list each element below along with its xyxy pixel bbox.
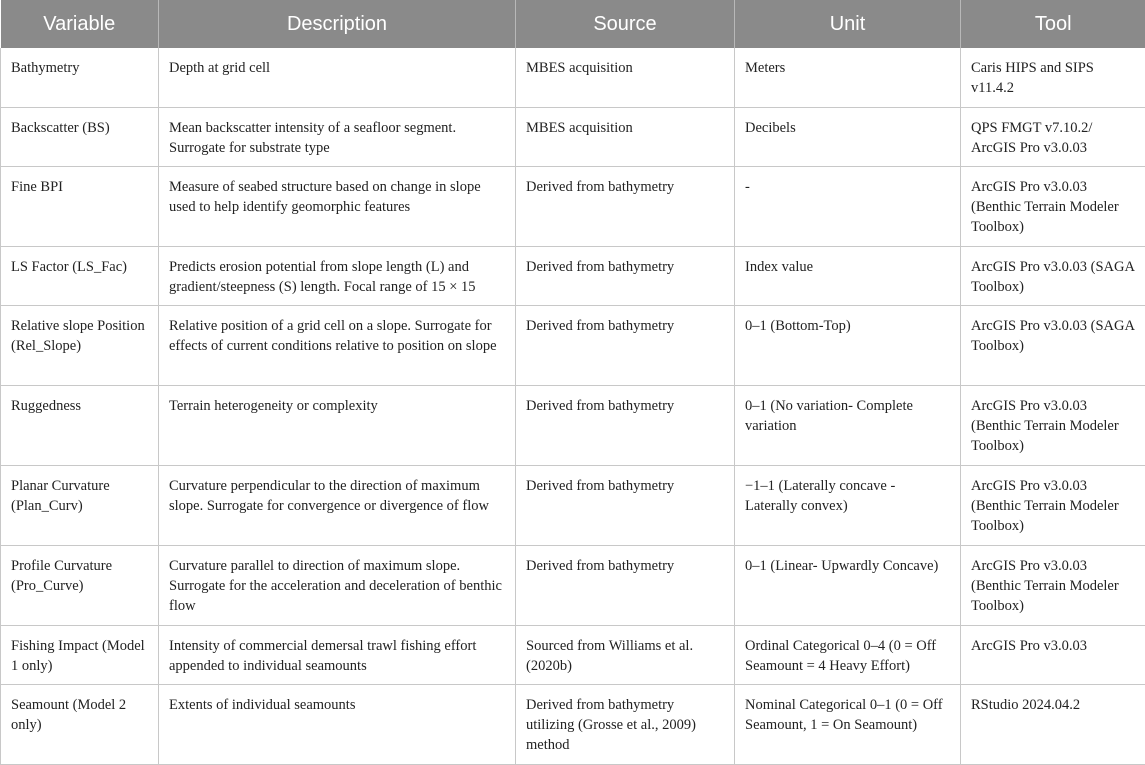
cell-unit: Nominal Categorical 0–1 (0 = Off Seamount, 1 = On Seamount) (735, 684, 961, 764)
cell-variable: Fishing Impact (Model 1 only) (1, 625, 159, 684)
cell-unit: Index value (735, 246, 961, 305)
cell-source: Derived from bathymetry (516, 385, 735, 465)
cell-tool: ArcGIS Pro v3.0.03 (Benthic Terrain Modeler Toolbox) (961, 385, 1145, 465)
table-row (1, 465, 1145, 545)
cell-description: Measure of seabed structure based on change in slope used to help identify geomorphic features (159, 166, 516, 246)
table-row (1, 107, 1145, 166)
cell-unit: Ordinal Categorical 0–4 (0 = Off Seamount = 4 Heavy Effort) (735, 625, 961, 684)
cell-source: Sourced from Williams et al. (2020b) (516, 625, 735, 684)
cell-description: Mean backscatter intensity of a seafloor segment. Surrogate for substrate type (159, 107, 516, 166)
cell-source: MBES acquisition (516, 107, 735, 166)
cell-tool: ArcGIS Pro v3.0.03 (Benthic Terrain Modeler Toolbox) (961, 465, 1145, 545)
table-row (1, 48, 1145, 107)
table-row (1, 625, 1145, 684)
table-row (1, 684, 1145, 764)
cell-source: Derived from bathymetry (516, 545, 735, 625)
cell-unit: −1–1 (Laterally concave - Laterally convex) (735, 465, 961, 545)
cell-description: Relative position of a grid cell on a slope. Surrogate for effects of current conditions relative to position on slope (159, 305, 516, 385)
header-tool: Tool (961, 0, 1145, 48)
cell-description: Curvature parallel to direction of maximum slope. Surrogate for the acceleration and deceleration of benthic flow (159, 545, 516, 625)
cell-description: Intensity of commercial demersal trawl fishing effort appended to individual seamounts (159, 625, 516, 684)
cell-variable: LS Factor (LS_Fac) (1, 246, 159, 305)
cell-tool: RStudio 2024.04.2 (961, 684, 1145, 764)
cell-source: Derived from bathymetry (516, 246, 735, 305)
cell-tool: Caris HIPS and SIPS v11.4.2 (961, 48, 1145, 107)
cell-tool: ArcGIS Pro v3.0.03 (SAGA Toolbox) (961, 246, 1145, 305)
cell-description: Depth at grid cell (159, 48, 516, 107)
cell-tool: ArcGIS Pro v3.0.03 (Benthic Terrain Modeler Toolbox) (961, 166, 1145, 246)
cell-unit: 0–1 (Bottom-Top) (735, 305, 961, 385)
header-description: Description (159, 0, 516, 48)
cell-unit: Meters (735, 48, 961, 107)
cell-variable: Seamount (Model 2 only) (1, 684, 159, 764)
cell-unit: Decibels (735, 107, 961, 166)
cell-tool: ArcGIS Pro v3.0.03 (Benthic Terrain Modeler Toolbox) (961, 545, 1145, 625)
cell-variable: Backscatter (BS) (1, 107, 159, 166)
cell-tool: QPS FMGT v7.10.2/ ArcGIS Pro v3.0.03 (961, 107, 1145, 166)
cell-source: Derived from bathymetry (516, 166, 735, 246)
cell-variable: Fine BPI (1, 166, 159, 246)
cell-variable: Relative slope Position (Rel_Slope) (1, 305, 159, 385)
table-row (1, 246, 1145, 305)
cell-variable: Profile Curvature (Pro_Curve) (1, 545, 159, 625)
cell-unit: 0–1 (Linear- Upwardly Concave) (735, 545, 961, 625)
cell-description: Terrain heterogeneity or complexity (159, 385, 516, 465)
cell-unit: - (735, 166, 961, 246)
header-unit: Unit (735, 0, 961, 48)
cell-description: Curvature perpendicular to the direction of maximum slope. Surrogate for convergence or divergence of flow (159, 465, 516, 545)
cell-tool: ArcGIS Pro v3.0.03 (SAGA Toolbox) (961, 305, 1145, 385)
cell-unit: 0–1 (No variation- Complete variation (735, 385, 961, 465)
cell-source: Derived from bathymetry utilizing (Grosse et al., 2009) method (516, 684, 735, 764)
cell-variable: Bathymetry (1, 48, 159, 107)
cell-description: Extents of individual seamounts (159, 684, 516, 764)
table-row (1, 166, 1145, 246)
cell-description: Predicts erosion potential from slope length (L) and gradient/steepness (S) length. Focal range of 15 × 15 (159, 246, 516, 305)
cell-variable: Planar Curvature (Plan_Curv) (1, 465, 159, 545)
header-source: Source (516, 0, 735, 48)
cell-variable: Ruggedness (1, 385, 159, 465)
table-row (1, 545, 1145, 625)
cell-source: Derived from bathymetry (516, 465, 735, 545)
table-row (1, 305, 1145, 385)
header-variable: Variable (1, 0, 159, 48)
table-row (1, 385, 1145, 465)
cell-source: MBES acquisition (516, 48, 735, 107)
header-row (1, 0, 1145, 48)
cell-tool: ArcGIS Pro v3.0.03 (961, 625, 1145, 684)
cell-source: Derived from bathymetry (516, 305, 735, 385)
